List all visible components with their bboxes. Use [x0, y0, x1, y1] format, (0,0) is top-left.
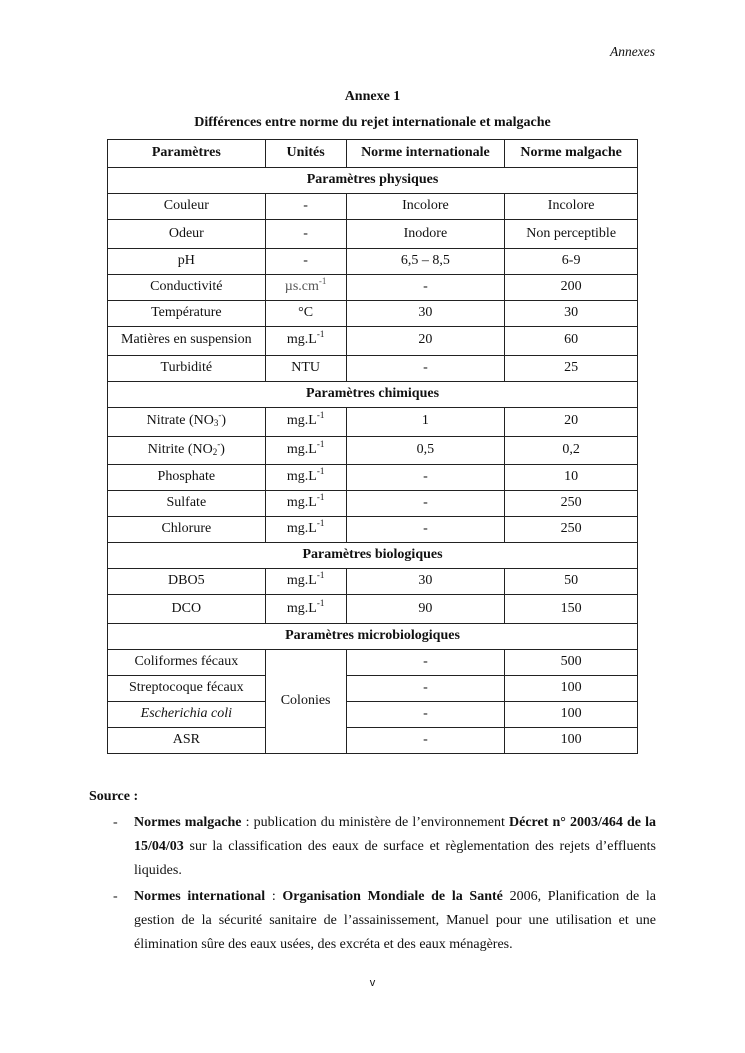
unit-cell: $mg.L^{-1}$ — [265, 465, 346, 491]
table-row — [108, 274, 638, 300]
unit-cell: $mg.L^{-1}$ — [265, 326, 346, 355]
param-cell: Température — [108, 300, 266, 326]
table-row — [108, 355, 638, 381]
mg-cell: 50 — [505, 569, 638, 595]
decree-reference: Décret n° 2003/464 de la 15/04/03 — [134, 815, 656, 854]
source-item-title: Normes international — [134, 889, 266, 904]
mg-cell: 100 — [505, 727, 638, 753]
unit-cell: $\mu s.cm^{-1}$ — [265, 274, 346, 300]
mg-cell: 60 — [505, 326, 638, 355]
column-header-international-norm: Norme internationale — [346, 140, 505, 168]
source-item-text: : publication du ministère de l’environnement — [241, 815, 510, 830]
table-row — [108, 491, 638, 517]
param-cell: Conductivité — [108, 274, 266, 300]
param-cell: Chlorure — [108, 517, 266, 543]
section-row-physical — [108, 168, 638, 194]
param-cell: ASR — [108, 727, 266, 753]
unit-cell: $mg.L^{-1}$ — [265, 407, 346, 436]
unit-cell-colonies: Colonies — [265, 649, 346, 753]
table-row — [108, 220, 638, 249]
param-cell: Phosphate — [108, 465, 266, 491]
mg-cell: 250 — [505, 491, 638, 517]
unit-cell: $mg.L^{-1}$ — [265, 436, 346, 465]
table-header-row — [108, 140, 638, 168]
annex-title: Annexe 1 — [344, 89, 401, 104]
list-dash: - — [113, 815, 118, 830]
section-title: Paramètres chimiques — [108, 381, 638, 407]
column-header-malagasy-norm: Norme malgache — [505, 140, 638, 168]
mg-cell: 150 — [505, 595, 638, 624]
mg-cell: Incolore — [505, 194, 638, 220]
running-header: Annexes — [610, 44, 655, 59]
param-cell: Sulfate — [108, 491, 266, 517]
param-cell: Turbidité — [108, 355, 266, 381]
table-row — [108, 407, 638, 436]
mg-cell: 10 — [505, 465, 638, 491]
intl-cell: - — [346, 675, 505, 701]
param-cell: Streptocoque fécaux — [108, 675, 266, 701]
intl-cell: - — [346, 517, 505, 543]
source-item-text: 2006, Planification de la gestion de la sécurité sanitaire de l’assainissement, Manuel pour une utilisation et une élimination sûre des eaux usées, des excréta et des eaux ménagères. — [134, 889, 657, 952]
column-header-units: Unités — [265, 140, 346, 168]
section-row-microbiological — [108, 623, 638, 649]
table-row — [108, 326, 638, 355]
mg-cell: Non perceptible — [505, 220, 638, 249]
source-section — [89, 785, 656, 957]
param-cell: Nitrate $(NO_3^-)$ — [108, 407, 266, 436]
param-cell: Couleur — [108, 194, 266, 220]
param-cell: pH — [108, 248, 266, 274]
unit-cell: $mg.L^{-1}$ — [265, 517, 346, 543]
unit-cell: °C — [265, 300, 346, 326]
page-number: v — [369, 977, 376, 989]
annex-subtitle: Différences entre norme du rejet internationale et malgache — [194, 115, 551, 130]
intl-cell: Inodore — [346, 220, 505, 249]
unit-cell: $mg.L^{-1}$ — [265, 491, 346, 517]
param-cell: Coliformes fécaux — [108, 649, 266, 675]
source-item-malagasy — [89, 811, 656, 883]
table-row — [108, 569, 638, 595]
unit-cell: - — [265, 248, 346, 274]
section-title: Paramètres physiques — [108, 168, 638, 194]
organization-name: Organisation Mondiale de la Santé — [282, 889, 503, 904]
mg-cell: 100 — [505, 701, 638, 727]
intl-cell: 1 — [346, 407, 505, 436]
intl-cell: 30 — [346, 569, 505, 595]
table-row — [108, 517, 638, 543]
mg-cell: 250 — [505, 517, 638, 543]
param-cell: Matières en suspension — [108, 326, 266, 355]
source-item-title: Normes malgache — [134, 815, 242, 830]
unit-cell: - — [265, 220, 346, 249]
section-row-chemical — [108, 381, 638, 407]
intl-cell: 90 — [346, 595, 505, 624]
intl-cell: 30 — [346, 300, 505, 326]
section-title: Paramètres biologiques — [108, 543, 638, 569]
table-row — [108, 465, 638, 491]
mg-cell: 500 — [505, 649, 638, 675]
unit-cell: $mg.L^{-1}$ — [265, 595, 346, 624]
table-row — [108, 675, 638, 701]
intl-cell: - — [346, 701, 505, 727]
mg-cell: 20 — [505, 407, 638, 436]
source-item-international — [89, 885, 656, 957]
mg-cell: 25 — [505, 355, 638, 381]
intl-cell: - — [346, 274, 505, 300]
param-cell: Odeur — [108, 220, 266, 249]
param-cell: DCO — [108, 595, 266, 624]
source-label: Source : — [89, 789, 139, 804]
column-header-parameters: Paramètres — [108, 140, 266, 168]
table-row — [108, 436, 638, 465]
param-cell: Escherichia coli — [108, 701, 266, 727]
table-row — [108, 701, 638, 727]
intl-cell: - — [346, 727, 505, 753]
mg-cell: 30 — [505, 300, 638, 326]
mg-cell: 6-9 — [505, 248, 638, 274]
intl-cell: - — [346, 491, 505, 517]
table-row — [108, 649, 638, 675]
section-title: Paramètres microbiologiques — [108, 623, 638, 649]
section-row-biological — [108, 543, 638, 569]
unit-cell: - — [265, 194, 346, 220]
intl-cell: Incolore — [346, 194, 505, 220]
param-cell: Nitrite $(NO_2^-)$ — [108, 436, 266, 465]
intl-cell: 0,5 — [346, 436, 505, 465]
list-dash: - — [113, 889, 118, 904]
mg-cell: 200 — [505, 274, 638, 300]
mg-cell: 0,2 — [505, 436, 638, 465]
intl-cell: - — [346, 355, 505, 381]
source-item-text: sur la classification des eaux de surface et règlementation des rejets d’effluents liquides. — [134, 839, 656, 878]
unit-cell: NTU — [265, 355, 346, 381]
table-row — [108, 194, 638, 220]
table-row — [108, 595, 638, 624]
intl-cell: - — [346, 649, 505, 675]
intl-cell: - — [346, 465, 505, 491]
mg-cell: 100 — [505, 675, 638, 701]
table-row — [108, 727, 638, 753]
param-cell: DBO5 — [108, 569, 266, 595]
intl-cell: 20 — [346, 326, 505, 355]
table-row — [108, 248, 638, 274]
intl-cell: 6,5 – 8,5 — [346, 248, 505, 274]
norms-comparison-table — [107, 139, 638, 754]
unit-cell: $mg.L^{-1}$ — [265, 569, 346, 595]
source-item-text: : — [265, 889, 283, 904]
table-row — [108, 300, 638, 326]
